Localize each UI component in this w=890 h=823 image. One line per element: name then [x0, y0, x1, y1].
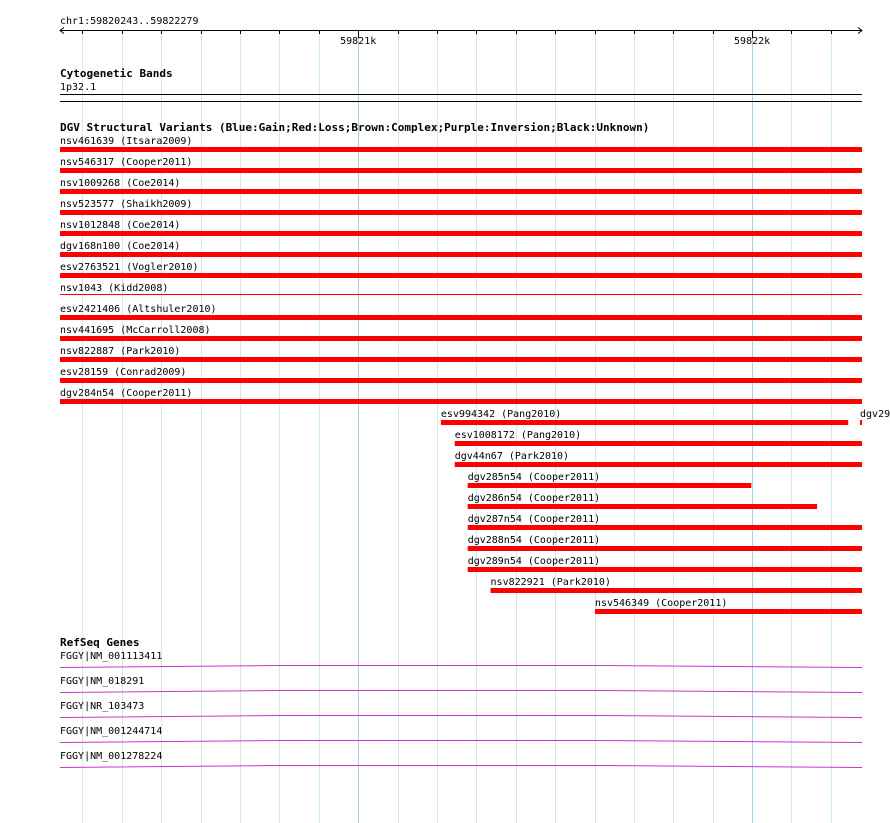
variant-bar [60, 315, 862, 320]
variant-feature[interactable] [455, 430, 862, 446]
variant-label: nsv546349 (Cooper2011) [594, 598, 728, 609]
refseq-genes-track [60, 651, 862, 768]
gene-label: FGGY|NM_001113411 [60, 651, 163, 662]
variant-feature[interactable] [60, 199, 862, 215]
variant-feature[interactable] [468, 535, 862, 551]
variant-bar [468, 504, 817, 509]
variant-feature[interactable] [60, 157, 862, 173]
variant-label: esv28159 (Conrad2009) [60, 367, 187, 378]
variant-feature[interactable] [860, 409, 890, 425]
variant-label: dgv44n67 (Park2010) [454, 451, 570, 462]
gene-feature[interactable] [60, 651, 862, 668]
gene-transcript-line [60, 766, 862, 768]
variant-feature[interactable] [468, 493, 817, 509]
ruler-tick-label: 59822k [734, 36, 771, 47]
variant-label: nsv461639 (Itsara2009) [60, 136, 193, 147]
cytoband-bar[interactable] [60, 95, 862, 102]
variant-feature[interactable] [60, 136, 862, 152]
gene-feature[interactable] [60, 701, 862, 718]
variant-bar [60, 210, 862, 215]
gene-feature[interactable] [60, 726, 862, 743]
variant-feature[interactable] [60, 325, 862, 341]
variant-label: dgv29 [860, 409, 890, 420]
variant-bar [468, 567, 862, 572]
variant-feature[interactable] [468, 472, 752, 488]
variant-bar [595, 609, 862, 614]
ruler[interactable] [60, 28, 862, 48]
gene-label: FGGY|NR_103473 [60, 701, 145, 712]
variant-bar [860, 420, 862, 425]
variant-bar [468, 525, 862, 530]
gene-transcript-line [60, 666, 862, 668]
dgv-variants-track [60, 136, 890, 614]
variant-label: nsv1012848 (Coe2014) [60, 220, 181, 231]
variant-feature[interactable] [60, 262, 862, 278]
dgv-track-title: DGV Structural Variants (Blue:Gain;Red:Loss;Brown:Complex;Purple:Inversion;Black:Unknown) [60, 121, 650, 134]
variant-feature[interactable] [595, 598, 862, 614]
variant-bar [468, 546, 862, 551]
variant-label: nsv1009268 (Coe2014) [60, 178, 181, 189]
variant-bar [60, 273, 862, 278]
variant-label: dgv284n54 (Cooper2011) [60, 388, 193, 399]
variant-label: dgv168n100 (Coe2014) [60, 241, 181, 252]
variant-label: esv2763521 (Vogler2010) [60, 262, 199, 273]
variant-label: nsv1043 (Kidd2008) [60, 283, 169, 294]
gene-feature[interactable] [60, 751, 862, 768]
variant-label: nsv822921 (Park2010) [490, 577, 611, 588]
variant-feature[interactable] [60, 367, 862, 383]
variant-bar [60, 168, 862, 173]
variant-feature[interactable] [60, 346, 862, 362]
variant-bar [455, 441, 862, 446]
variant-label: nsv523577 (Shaikh2009) [60, 199, 193, 210]
variant-label: nsv822887 (Park2010) [60, 346, 181, 357]
ruler-tick-label: 59821k [340, 36, 377, 47]
variant-feature[interactable] [60, 388, 862, 404]
variant-label: esv1008172 (Pang2010) [454, 430, 582, 441]
variant-bar [455, 462, 862, 467]
gene-label: FGGY|NM_018291 [60, 676, 145, 687]
variant-feature[interactable] [455, 451, 862, 467]
variant-label: dgv286n54 (Cooper2011) [467, 493, 601, 504]
cytoband-track-title: Cytogenetic Bands [60, 67, 173, 80]
variant-label: dgv288n54 (Cooper2011) [467, 535, 601, 546]
gene-transcript-line [60, 741, 862, 743]
variant-bar [491, 588, 862, 593]
variant-label: nsv441695 (McCarroll2008) [60, 325, 211, 336]
variant-label: esv994342 (Pang2010) [440, 409, 562, 420]
cytoband-label: 1p32.1 [60, 82, 97, 93]
variant-bar [441, 420, 848, 425]
variant-bar [60, 336, 862, 341]
variant-bar [60, 378, 862, 383]
variant-feature[interactable] [60, 220, 862, 236]
variant-bar [60, 231, 862, 236]
variant-feature[interactable] [468, 514, 862, 530]
variant-bar [60, 189, 862, 194]
gene-label: FGGY|NM_001278224 [60, 751, 163, 762]
variant-label: esv2421406 (Altshuler2010) [60, 304, 217, 315]
variant-bar [60, 357, 862, 362]
variant-bar [60, 294, 862, 295]
variant-feature[interactable] [60, 178, 862, 194]
variant-feature[interactable] [491, 577, 862, 593]
refseq-track-title: RefSeq Genes [60, 636, 140, 649]
variant-feature[interactable] [441, 409, 848, 425]
variant-label: dgv287n54 (Cooper2011) [467, 514, 601, 525]
gene-feature[interactable] [60, 676, 862, 693]
variant-feature[interactable] [60, 283, 862, 295]
gene-transcript-line [60, 716, 862, 718]
gene-label: FGGY|NM_001244714 [60, 726, 163, 737]
variant-bar [60, 147, 862, 152]
region-label: chr1:59820243..59822279 [60, 16, 199, 27]
variant-bar [60, 399, 862, 404]
variant-feature[interactable] [60, 241, 862, 257]
variant-feature[interactable] [468, 556, 862, 572]
gene-transcript-line [60, 691, 862, 693]
variant-feature[interactable] [60, 304, 862, 320]
variant-label: nsv546317 (Cooper2011) [60, 157, 193, 168]
variant-label: dgv285n54 (Cooper2011) [467, 472, 601, 483]
variant-label: dgv289n54 (Cooper2011) [467, 556, 601, 567]
variant-bar [60, 252, 862, 257]
variant-bar [468, 483, 752, 488]
